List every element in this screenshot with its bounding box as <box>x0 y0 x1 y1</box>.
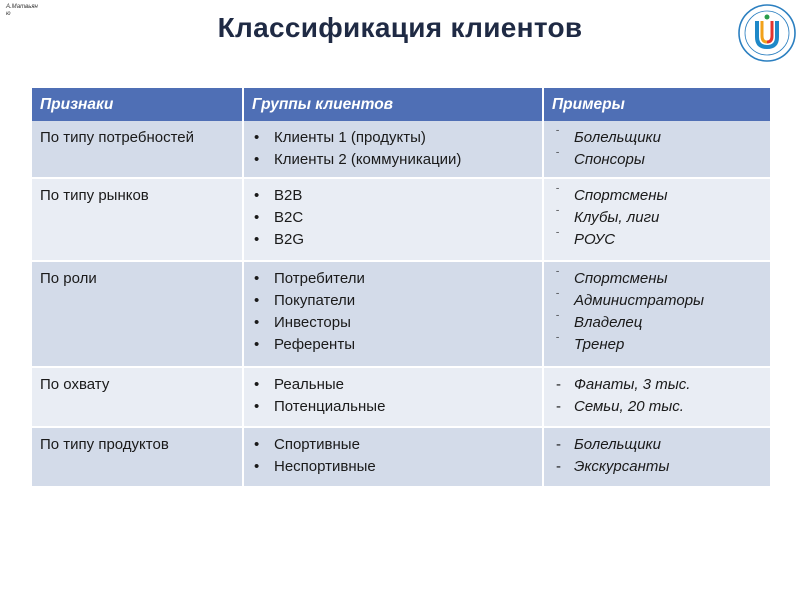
groups-cell <box>243 121 543 178</box>
example-item <box>552 290 762 312</box>
group-item: • Потребители <box>252 268 534 290</box>
examples-cell <box>543 121 771 178</box>
example-item <box>552 456 762 478</box>
group-item: • B2B <box>252 185 534 207</box>
table-row <box>32 367 771 427</box>
example-text: Болельщики <box>574 129 661 146</box>
list-marker: ˉ <box>556 292 560 303</box>
list-marker: - <box>556 436 561 453</box>
table-row <box>32 178 771 261</box>
examples-cell <box>543 367 771 427</box>
feature-cell: По типу продуктов <box>32 427 243 487</box>
group-item: • Референты <box>252 334 534 356</box>
group-item: • Спортивные <box>252 434 534 456</box>
groups-cell <box>243 367 543 427</box>
group-item: • Клиенты 1 (продукты) <box>252 127 534 149</box>
table-row <box>32 121 771 178</box>
group-item: • Потенциальные <box>252 396 534 418</box>
example-text: Спортсмены <box>574 187 668 204</box>
example-text: Спонсоры <box>574 151 645 168</box>
example-text: Клубы, лиги <box>574 209 660 226</box>
list-marker: - <box>556 398 561 415</box>
group-item: • Покупатели <box>252 290 534 312</box>
example-text: Экскурсанты <box>574 458 670 475</box>
list-marker: ˉ <box>556 231 560 242</box>
example-text: РОУС <box>574 231 616 248</box>
example-text: Администраторы <box>574 292 705 309</box>
list-marker: ˉ <box>556 270 560 281</box>
example-item <box>552 312 762 334</box>
list-marker: ˉ <box>556 151 560 162</box>
example-item <box>552 396 762 418</box>
list-marker: ˉ <box>556 129 560 140</box>
examples-cell <box>543 427 771 487</box>
example-text: Тренер <box>574 336 625 353</box>
feature-cell: По типу рынков <box>32 178 243 261</box>
example-item <box>552 434 762 456</box>
feature-cell: По типу потребностей <box>32 121 243 178</box>
example-item <box>552 229 762 251</box>
group-item: • B2C <box>252 207 534 229</box>
list-marker: - <box>556 458 561 475</box>
example-item <box>552 374 762 396</box>
table-row <box>32 427 771 487</box>
author-note: А.Матвьян ю <box>6 4 38 17</box>
examples-cell <box>543 261 771 367</box>
example-item <box>552 185 762 207</box>
example-text: Владелец <box>574 314 643 331</box>
table-row <box>32 261 771 367</box>
example-item <box>552 268 762 290</box>
list-marker: ˉ <box>556 336 560 347</box>
group-item: • Неспортивные <box>252 456 534 478</box>
group-item: • Реальные <box>252 374 534 396</box>
example-text: Спортсмены <box>574 270 668 287</box>
table-header-row <box>32 88 771 121</box>
groups-cell <box>243 261 543 367</box>
header-examples: Примеры <box>543 88 771 121</box>
list-marker: - <box>556 376 561 393</box>
feature-cell: По охвату <box>32 367 243 427</box>
slide-title: Классификация клиентов <box>217 12 583 43</box>
example-text: Фанаты, 3 тыс. <box>574 376 691 393</box>
example-item <box>552 127 762 149</box>
group-item: • Клиенты 2 (коммуникации) <box>252 149 534 171</box>
example-item <box>552 334 762 356</box>
feature-cell: По роли <box>32 261 243 367</box>
group-item: • B2G <box>252 229 534 251</box>
list-marker: ˉ <box>556 187 560 198</box>
example-item <box>552 207 762 229</box>
header-groups: Группы клиентов <box>243 88 543 121</box>
list-marker: ˉ <box>556 314 560 325</box>
list-marker: ˉ <box>556 209 560 220</box>
example-text: Болельщики <box>574 436 661 453</box>
example-text: Семьи, 20 тыс. <box>574 398 684 415</box>
university-logo-icon <box>737 3 797 63</box>
classification-table <box>32 88 772 488</box>
groups-cell <box>243 427 543 487</box>
header-features: Признаки <box>32 88 243 121</box>
groups-cell <box>243 178 543 261</box>
group-item: • Инвесторы <box>252 312 534 334</box>
example-item <box>552 149 762 171</box>
examples-cell <box>543 178 771 261</box>
